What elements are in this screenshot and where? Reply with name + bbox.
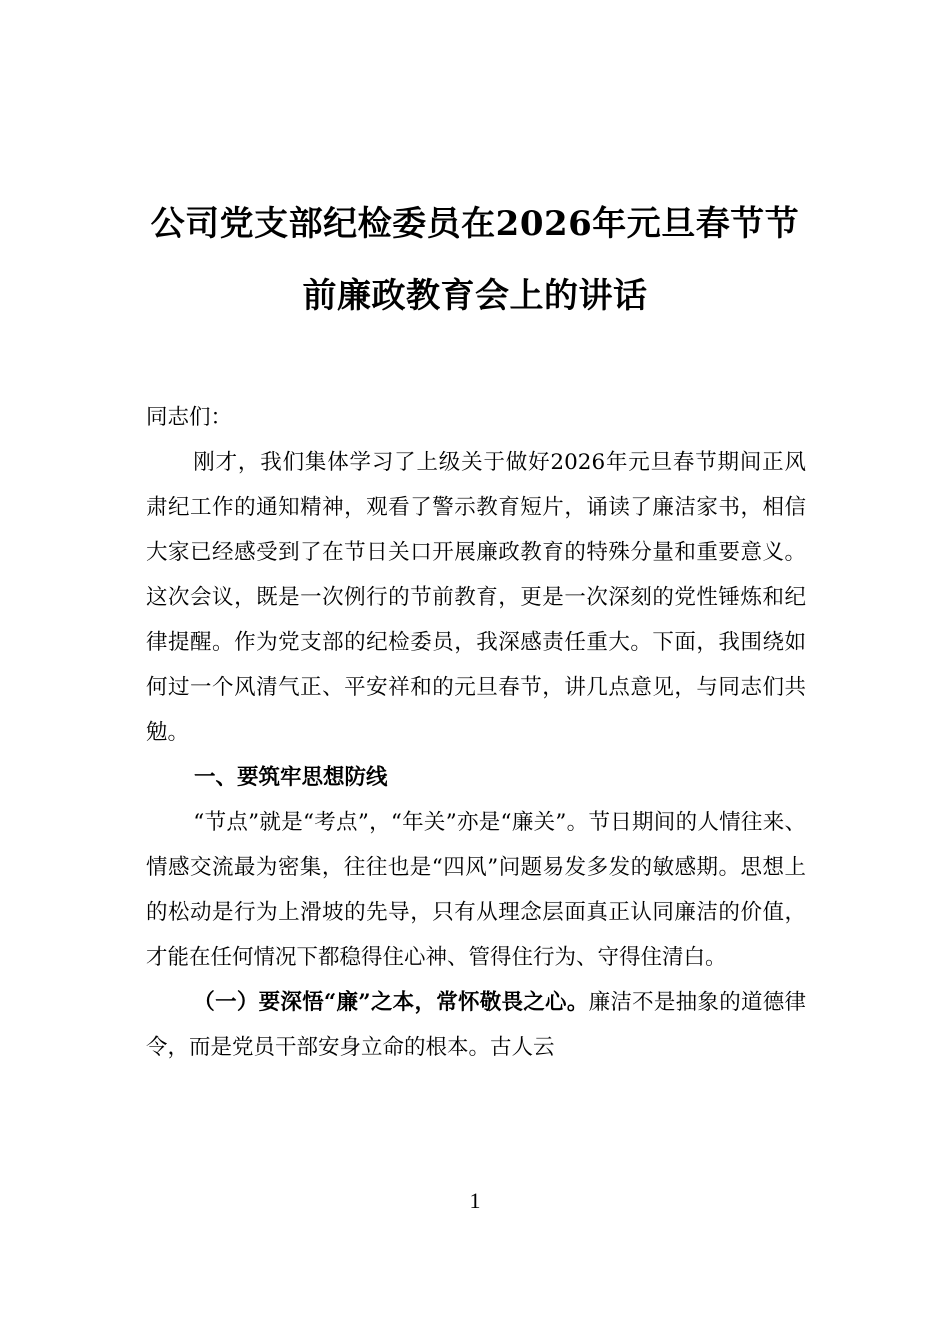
title-line-1: 公司党支部纪检委员在2026年元旦春节节 (150, 204, 800, 244)
page-number: 1 (469, 1188, 481, 1213)
section-heading-1: 一、要筑牢思想防线 (194, 765, 388, 790)
document-title (140, 188, 810, 332)
title-line-2: 前廉政教育会上的讲话 (302, 276, 648, 316)
subsection-text-1: 廉洁不是抽象的道德律令，而是党员干部安身立命的根本。古人云 (146, 990, 806, 1060)
subsection-heading-1: （一）要深悟“廉”之本，常怀敬畏之心。 (193, 990, 589, 1015)
paragraph-section-1: “节点”就是“考点”，“年关”亦是“廉关”。节日期间的人情往来、情感交流最为密集，往往也是“四风”问题易发多发的敏感期。思想上的松动是行为上滑坡的先导，只有从理念层面真正认同廉洁的价值，才能在任何情况下都稳得住心神、管得住行为、守得住清白。 (146, 810, 806, 970)
document-body (146, 395, 806, 1070)
paragraph-subsection-1 (146, 980, 806, 1070)
paragraph-intro: 刚才，我们集体学习了上级关于做好2026年元旦春节期间正风肃纪工作的通知精神，观看了警示教育短片，诵读了廉洁家书，相信大家已经感受到了在节日关口开展廉政教育的特殊分量和重要意义。这次会议，既是一次例行的节前教育，更是一次深刻的党性锤炼和纪律提醒。作为党支部的纪检委员，我深感责任重大。下面，我围绕如何过一个风清气正、平安祥和的元旦春节，讲几点意见，与同志们共勉。 (146, 450, 806, 745)
salutation: 同志们： (146, 405, 233, 430)
